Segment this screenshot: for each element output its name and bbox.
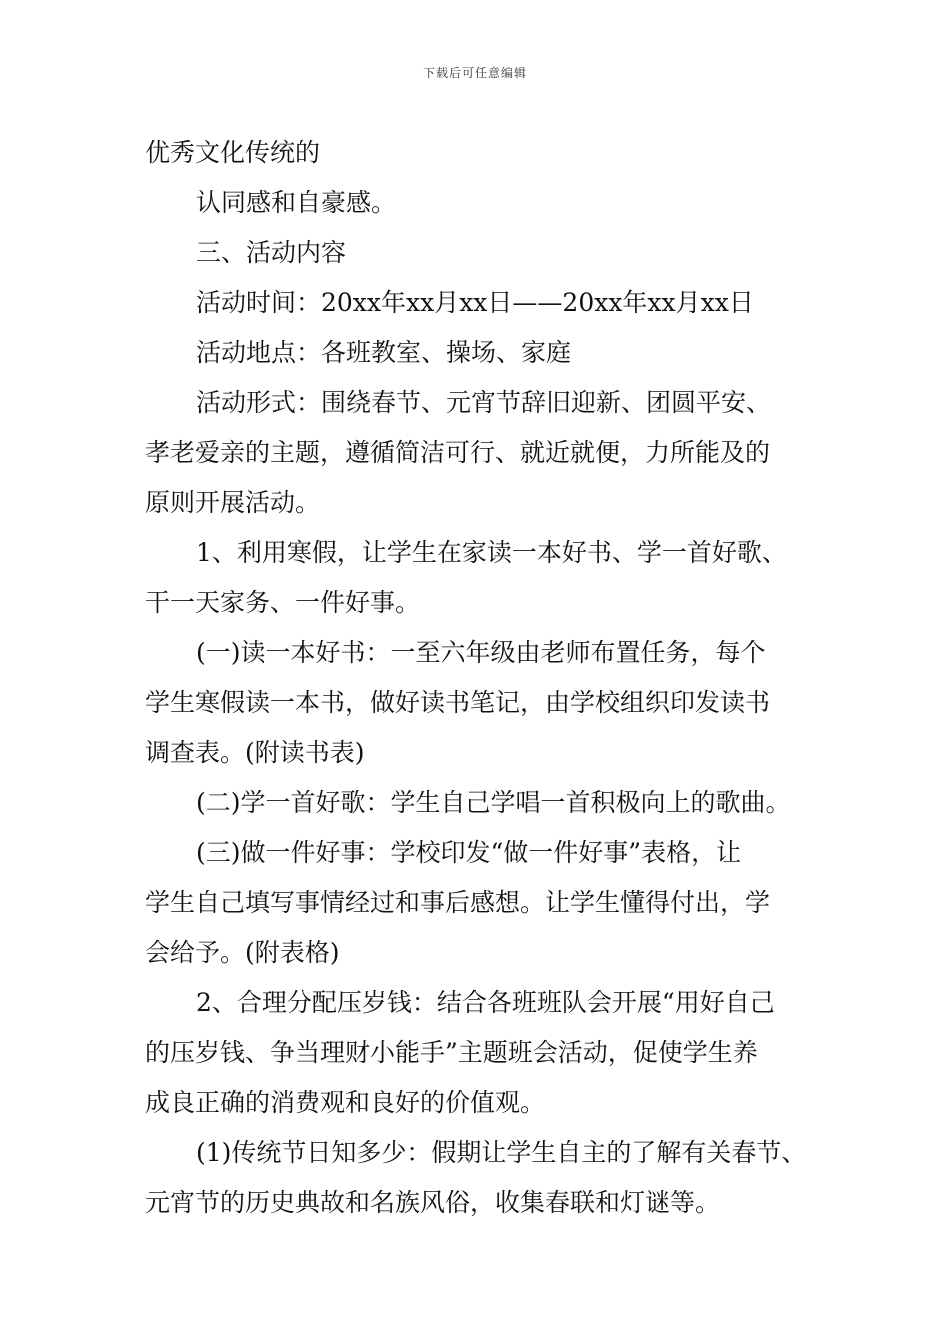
sub-item-2: (二)学一首好歌：学生自己学唱一首积极向上的歌曲。 (196, 788, 791, 817)
item-2-line-3: 成良正确的消费观和良好的价值观。 (145, 1088, 546, 1117)
text-line-2: 认同感和自豪感。 (196, 188, 397, 217)
item-1-line-1: 1、利用寒假，让学生在家读一本好书、学一首好歌、 (196, 538, 787, 567)
activity-form-line-1: 活动形式：围绕春节、元宵节辞旧迎新、团圆平安、 (196, 388, 772, 417)
activity-form-line-3: 原则开展活动。 (145, 488, 321, 517)
section-heading: 三、活动内容 (196, 238, 347, 267)
activity-form-line-2: 孝老爱亲的主题，遵循简洁可行、就近就便，力所能及的 (145, 438, 771, 467)
text-line-1: 优秀文化传统的 (145, 138, 321, 167)
item-1-line-2: 干一天家务、一件好事。 (145, 588, 421, 617)
item-2-line-1: 2、合理分配压岁钱：结合各班班队会开展“用好自己 (196, 988, 775, 1017)
sub-item-3-line-3: 会给予。(附表格) (145, 938, 340, 967)
document-body (145, 128, 815, 1228)
sub-item-3-line-2: 学生自己填写事情经过和事后感想。让学生懂得付出，学 (145, 888, 771, 917)
item-2-line-2: 的压岁钱、争当理财小能手”主题班会活动，促使学生养 (145, 1038, 758, 1067)
sub-item-1-line-2: 学生寒假读一本书，做好读书笔记，由学校组织印发读书 (145, 688, 771, 717)
page-header: 下载后可任意编辑 (422, 66, 527, 80)
sub-item-4-line-2: 元宵节的历史典故和名族风俗，收集春联和灯谜等。 (145, 1188, 721, 1217)
sub-item-1-line-3: 调查表。(附读书表) (145, 738, 365, 767)
activity-location: 活动地点：各班教室、操场、家庭 (196, 338, 572, 367)
sub-item-1-line-1: (一)读一本好书：一至六年级由老师布置任务，每个 (196, 638, 766, 667)
sub-item-4-line-1: (1)传统节日知多少：假期让学生自主的了解有关春节、 (196, 1138, 807, 1167)
sub-item-3-line-1: (三)做一件好事：学校印发“做一件好事”表格，让 (196, 838, 742, 867)
activity-time: 活动时间：20xx年xx月xx日——20xx年xx月xx日 (196, 288, 754, 317)
